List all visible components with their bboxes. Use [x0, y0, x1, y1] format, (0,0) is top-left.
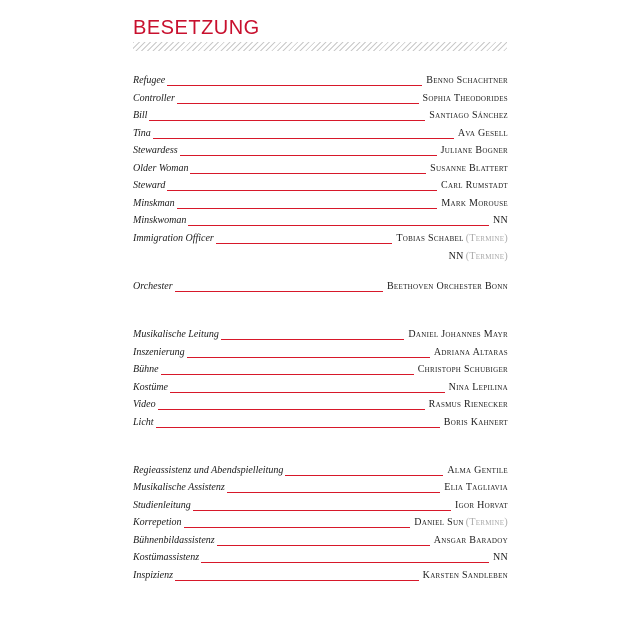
leader-line: [201, 562, 489, 563]
leader-line: [216, 243, 392, 244]
person-name: Benno Schachtner: [426, 75, 508, 86]
person-name: [396, 233, 508, 245]
cast-row: [133, 104, 508, 122]
orchestra-row: [133, 275, 508, 293]
team-row: [133, 341, 508, 359]
person-name: Boris Kahnert: [443, 417, 508, 428]
role-label: Video: [133, 399, 156, 410]
role-label: Bühnenbildassistenz: [133, 535, 215, 546]
person-name: Rasmus Rienecker: [428, 399, 508, 410]
role-label: Minskwoman: [133, 215, 187, 226]
cast-row: [133, 87, 508, 105]
person-name: Juliane Bogner: [440, 145, 508, 156]
role-label: Licht: [133, 417, 154, 428]
leader-line: [156, 427, 440, 428]
person-name: Mark Morouse: [441, 198, 508, 209]
role-label: Controller: [133, 93, 175, 104]
person-name: Susanne Blattert: [430, 163, 508, 174]
person-name: Adriana Altaras: [433, 347, 508, 358]
role-label: Studienleitung: [133, 500, 191, 511]
person-name: Ava Gesell: [457, 128, 508, 139]
cast-row: [133, 209, 508, 227]
role-label: Inspizienz: [133, 570, 173, 581]
person-name: Christoph Schubiger: [417, 364, 508, 375]
staff-row: [133, 476, 508, 494]
leader-line: [180, 155, 437, 156]
staff-row: [133, 546, 508, 564]
staff-row: [133, 564, 508, 582]
team-row: [133, 376, 508, 394]
person-name: Carl Rumstadt: [440, 180, 508, 191]
role-label: Steward: [133, 180, 166, 191]
cast-row: [133, 122, 508, 140]
staff-row: [133, 494, 508, 512]
leader-line: [161, 374, 414, 375]
person-name: Karsten Sandleben: [422, 570, 508, 581]
role-label: Stewardess: [133, 145, 178, 156]
role-label: Bill: [133, 110, 148, 121]
person-name: Sophia Theodorides: [422, 93, 508, 104]
termine-note: (Termine): [465, 517, 508, 528]
person-name: Daniel Johannes Mayr: [408, 329, 508, 340]
staff-row: [133, 459, 508, 477]
cast-row: [133, 192, 508, 210]
person-name: [414, 517, 508, 529]
person-name: Alma Gentile: [447, 465, 508, 476]
person-name-text: Daniel Sun: [414, 517, 464, 528]
termine-note: (Termine): [465, 251, 508, 262]
person-name: Santiago Sánchez: [429, 110, 508, 121]
leader-line: [184, 527, 411, 528]
person-name-text: NN: [448, 251, 464, 262]
leader-line: [149, 120, 425, 121]
leader-line: [221, 339, 405, 340]
role-label: Tina: [133, 128, 151, 139]
cast-row: [133, 69, 508, 87]
person-name: Nina Lepilina: [448, 382, 508, 393]
team-row: [133, 358, 508, 376]
role-label: Inszenierung: [133, 347, 185, 358]
cast-row: [133, 174, 508, 192]
termine-note: (Termine): [465, 233, 508, 244]
cast-row: [133, 227, 508, 245]
staff-row: [133, 529, 508, 547]
leader-line: [227, 492, 441, 493]
role-label: Orchester: [133, 281, 173, 292]
role-label: Immigration Officer: [133, 233, 214, 244]
page-title: BESETZUNG: [133, 17, 260, 39]
cast-row: [133, 157, 508, 175]
team-row: [133, 393, 508, 411]
team-row: [133, 323, 508, 341]
person-name: Beethoven Orchester Bonn: [386, 281, 508, 292]
cast-row: [133, 139, 508, 157]
person-name: Elia Tagliavia: [444, 482, 508, 493]
role-label: Refugee: [133, 75, 166, 86]
role-label: Korrepetion: [133, 517, 182, 528]
person-name: Ansgar Baradoy: [433, 535, 508, 546]
leader-line: [175, 291, 383, 292]
leader-line: [158, 409, 425, 410]
leader-line: [188, 225, 489, 226]
hatched-divider: [133, 42, 507, 51]
role-label: Musikalische Assistenz: [133, 482, 225, 493]
team-row: [133, 411, 508, 429]
person-name-text: Tobias Schabel: [396, 233, 464, 244]
person-name: [449, 251, 508, 263]
role-label: Musikalische Leitung: [133, 329, 219, 340]
role-label: Bühne: [133, 364, 159, 375]
role-label: Regieassistenz und Abendspielleitung: [133, 465, 284, 476]
person-name: NN: [492, 215, 508, 226]
leader-line: [167, 85, 422, 86]
person-name: NN: [492, 552, 508, 563]
role-label: Minskman: [133, 198, 175, 209]
staff-row: [133, 511, 508, 529]
role-label: Older Woman: [133, 163, 189, 174]
leader-line: [175, 580, 419, 581]
person-name: Igor Horvat: [454, 500, 508, 511]
cast-row: [133, 245, 508, 263]
role-label: Kostümassistenz: [133, 552, 200, 563]
role-label: Kostüme: [133, 382, 168, 393]
leader-line: [167, 190, 437, 191]
